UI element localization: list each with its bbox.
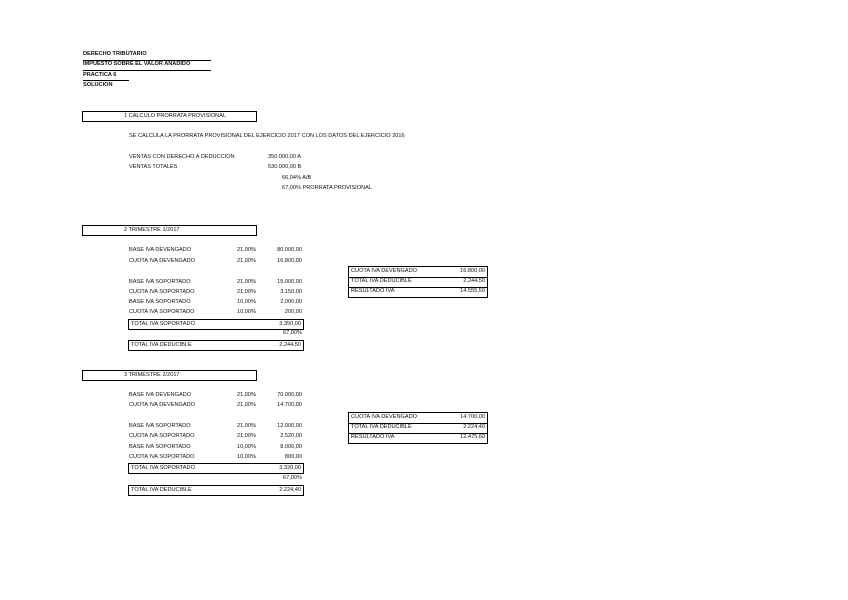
- summary-value: 2.244,50: [463, 278, 485, 284]
- section2-title: 2 TRIMESTRE 1/2017: [124, 227, 180, 233]
- detail-label: BASE IVA SOPORTADO: [129, 423, 191, 429]
- doc-title-practice: PRACTICA 6: [83, 72, 117, 78]
- header-underline-2: [83, 70, 211, 71]
- detail-label: BASE IVA DEVENGADO: [129, 247, 192, 253]
- ventas-deduccion-label: VENTAS CON DERECHO A DEDUCCION: [129, 154, 235, 160]
- detail-label: CUOTA IVA SOPORTADO: [129, 289, 195, 295]
- section2-total-deducible-label: TOTAL IVA DEDUCIBLE: [131, 342, 192, 348]
- detail-amount: 15.000,00: [277, 279, 302, 285]
- doc-title-subject: DERECHO TRIBUTARIO: [83, 51, 147, 57]
- detail-amount: 2.000,00: [280, 299, 302, 305]
- detail-rate: 21,00%: [237, 279, 256, 285]
- prorrata-provisional: 67,00% PRORRATA PROVISIONAL: [282, 185, 372, 191]
- detail-label: BASE IVA SOPORTADO: [129, 299, 191, 305]
- detail-amount: 3.150,00: [280, 289, 302, 295]
- section2-total-deducible-value: 2.244,50: [279, 342, 301, 348]
- section3-total-soportado-value: 3.320,00: [279, 465, 301, 471]
- detail-rate: 10,00%: [237, 309, 256, 315]
- summary-value: 16.800,00: [460, 268, 485, 274]
- section3-summary-box: [348, 412, 488, 444]
- detail-amount: 14.700,00: [277, 402, 302, 408]
- summary-label: TOTAL IVA DEDUCIBLE: [351, 278, 412, 284]
- summary-value: 14.555,50: [460, 288, 485, 294]
- detail-rate: 10,00%: [237, 444, 256, 450]
- section3-total-soportado-box: [128, 463, 304, 474]
- ventas-deduccion-value: 350.000,00 A: [268, 154, 301, 160]
- summary-label: TOTAL IVA DEDUCIBLE: [351, 424, 412, 430]
- detail-rate: 10,00%: [237, 299, 256, 305]
- section3-total-deducible-label: TOTAL IVA DEDUCIBLE: [131, 487, 192, 493]
- doc-title-topic: IMPUESTO SOBRE EL VALOR AÑADIDO: [83, 61, 191, 67]
- detail-rate: 21,00%: [237, 402, 256, 408]
- section2-summary-box: [348, 266, 488, 298]
- detail-rate: 21,00%: [237, 289, 256, 295]
- doc-title-solution: SOLUCION: [83, 82, 113, 88]
- section2-total-soportado-box: [128, 319, 304, 330]
- section1-intro: SE CALCULA LA PRORRATA PROVISIONAL DEL EJERCICIO 2017 CON LOS DATOS DEL EJERCICIO 2016: [129, 133, 405, 139]
- section2-total-deducible-box: [128, 340, 304, 351]
- summary-label: CUOTA IVA DEVENGADO: [351, 414, 417, 420]
- section2-summary-row: [349, 287, 487, 297]
- section2-total-soportado-label: TOTAL IVA SOPORTADO: [131, 321, 195, 327]
- detail-rate: 21,00%: [237, 433, 256, 439]
- summary-value: 14.700,00: [460, 414, 485, 420]
- detail-label: CUOTA IVA SOPORTADO: [129, 454, 195, 460]
- detail-amount: 80.000,00: [277, 247, 302, 253]
- summary-label: RESULTADO IVA: [351, 288, 395, 294]
- detail-rate: 21,00%: [237, 423, 256, 429]
- section2-total-soportado-value: 3.350,00: [279, 321, 301, 327]
- summary-label: RESULTADO IVA: [351, 434, 395, 440]
- detail-label: BASE IVA SOPORTADO: [129, 279, 191, 285]
- detail-amount: 70.000,00: [277, 392, 302, 398]
- detail-rate: 21,00%: [237, 392, 256, 398]
- detail-label: CUOTA IVA SOPORTADO: [129, 433, 195, 439]
- ventas-totales-label: VENTAS TOTALES: [129, 164, 178, 170]
- section3-total-deducible-box: [128, 485, 304, 496]
- detail-amount: 12.000,00: [277, 423, 302, 429]
- detail-amount: 200,00: [284, 309, 302, 315]
- ratio-value: 66,04% A/B: [282, 175, 312, 181]
- summary-value: 2.224,40: [463, 424, 485, 430]
- section3-total-soportado-label: TOTAL IVA SOPORTADO: [131, 465, 195, 471]
- section3-prorrata-value: 67,00%: [283, 475, 302, 481]
- detail-rate: 21,00%: [237, 247, 256, 253]
- detail-amount: 800,00: [284, 454, 302, 460]
- section2-prorrata-value: 67,00%: [283, 330, 302, 336]
- detail-rate: 21,00%: [237, 258, 256, 264]
- detail-label: CUOTA IVA DEVENGADO: [129, 258, 195, 264]
- section2-title-box: [82, 225, 257, 236]
- summary-value: 12.475,60: [460, 434, 485, 440]
- detail-amount: 16.800,00: [277, 258, 302, 264]
- detail-amount: 8.000,00: [280, 444, 302, 450]
- header-underline-3: [83, 80, 129, 81]
- detail-label: CUOTA IVA DEVENGADO: [129, 402, 195, 408]
- section1-title: 1 CALCULO PRORRATA PROVISIONAL: [124, 113, 227, 119]
- section3-title-box: [82, 370, 257, 381]
- ventas-totales-value: 530.000,00 B: [268, 164, 302, 170]
- detail-label: BASE IVA SOPORTADO: [129, 444, 191, 450]
- detail-rate: 10,00%: [237, 454, 256, 460]
- section1-title-box: [82, 111, 257, 122]
- section3-summary-row: [349, 433, 487, 443]
- detail-amount: 2.520,00: [280, 433, 302, 439]
- section3-total-deducible-value: 2.224,40: [279, 487, 301, 493]
- summary-label: CUOTA IVA DEVENGADO: [351, 268, 417, 274]
- detail-label: CUOTA IVA SOPORTADO: [129, 309, 195, 315]
- section3-title: 3 TRIMESTRE 2/2017: [124, 372, 180, 378]
- detail-label: BASE IVA DEVENGADO: [129, 392, 192, 398]
